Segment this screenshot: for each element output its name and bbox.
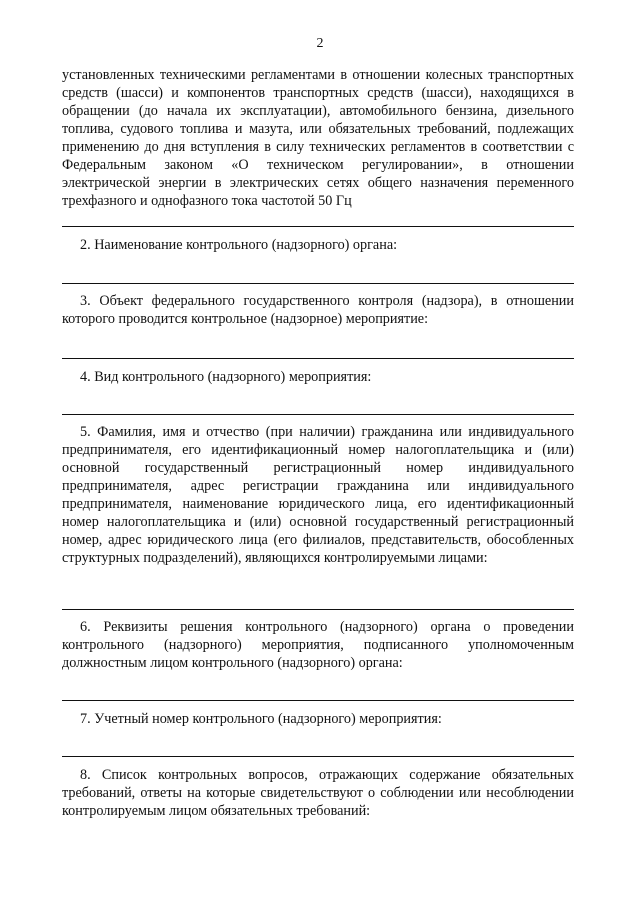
intro-underline <box>62 226 574 227</box>
intro-text: установленных техническими регламентами в отношении колесных транспортных средств (шасси) и компонентов транспортных средств (шасси), находящихся в обращении (до начала их эксплуатации), автомобильного бензина, дизельного топлива, судового топлива и мазута, или обязательных требований, подлежащих применению до дня вступления в силу технических регламентов в соответствии с Федеральным законом «О техническом регулировании», в отношении электрической энергии в электрических сетях общего назначения переменного трехфазного и однофазного тока частотой 50 Гц <box>62 67 574 209</box>
section-3-text: 3. Объект федерального государственного контроля (надзора), в отношении которого проводится контрольное (надзорное) мероприятие: <box>62 293 574 327</box>
section-2-text: 2. Наименование контрольного (надзорного) органа: <box>80 237 398 253</box>
section-6-answer-line <box>62 700 574 701</box>
section-2-answer-line <box>62 283 574 284</box>
section-3-control-object <box>62 292 574 328</box>
section-5-answer-line <box>62 609 574 610</box>
section-6-text: 6. Реквизиты решения контрольного (надзорного) органа о проведении контрольного (надзорного) мероприятия, подписанного уполномоченным должностным лицом контрольного (надзорного) органа: <box>62 619 574 671</box>
section-4-text: 4. Вид контрольного (надзорного) мероприятия: <box>80 369 372 385</box>
intro-paragraph <box>62 66 574 210</box>
section-4-answer-line <box>62 414 574 415</box>
section-7-text: 7. Учетный номер контрольного (надзорного) мероприятия: <box>80 711 442 727</box>
section-2-organ-name <box>62 236 574 254</box>
section-3-answer-line <box>62 358 574 359</box>
section-7-registration-number <box>62 710 574 728</box>
section-5-text: 5. Фамилия, имя и отчество (при наличии) гражданина или индивидуального предпринимателя, его идентификационный номер налогоплательщика и (или) основной государственный регистрационный номер индивидуального предпринимателя, адрес регистрации гражданина или индивидуального предпринимателя, наименование юридического лица, его идентификационный номер налогоплательщика и (или) основной государственный регистрационный номер, адрес юридического лица (его филиалов, представительств, обособленных структурных подразделений), являющихся контролируемыми лицами: <box>62 424 574 566</box>
page-number: 2 <box>316 36 324 51</box>
section-6-decision-details <box>62 618 574 672</box>
section-5-controlled-persons <box>62 423 574 567</box>
section-4-event-type <box>62 368 574 386</box>
section-8-checklist-questions <box>62 766 574 820</box>
section-7-answer-line <box>62 756 574 757</box>
section-8-text: 8. Список контрольных вопросов, отражающих содержание обязательных требований, ответы на которые свидетельствуют о соблюдении или несоблюдении контролируемым лицом обязательных требований: <box>62 767 574 819</box>
